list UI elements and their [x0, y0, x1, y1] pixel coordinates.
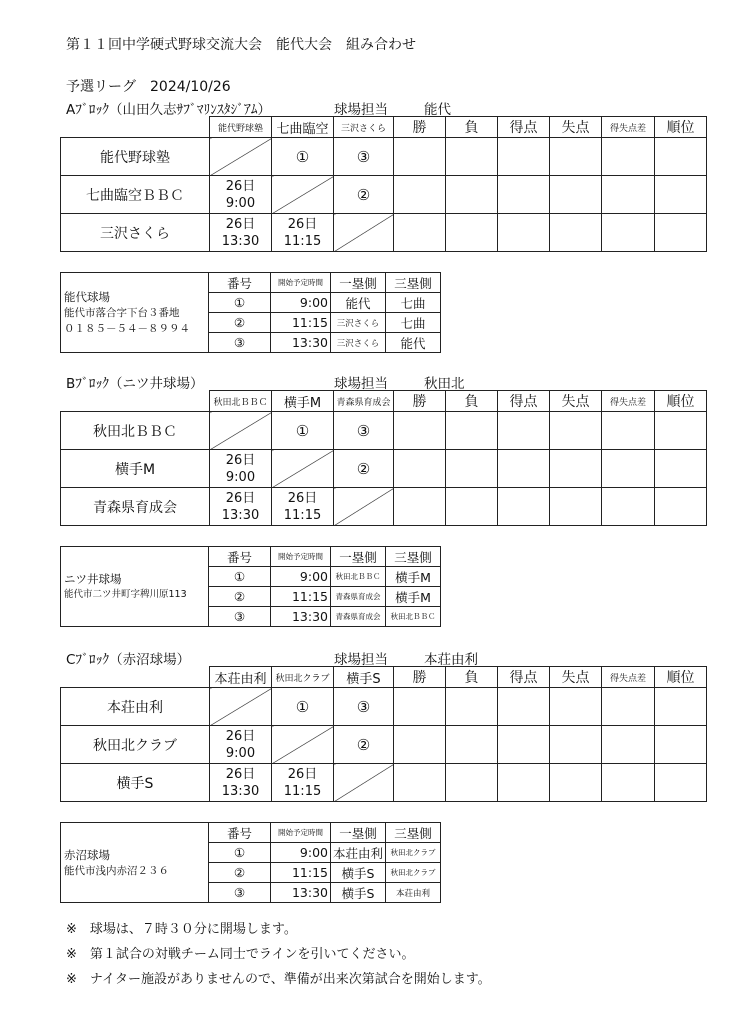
- first-base-team: 本荘由利: [331, 843, 386, 863]
- match-cell: ②: [334, 450, 394, 488]
- row-team: 秋田北クラブ: [61, 726, 210, 764]
- match-cell: [210, 450, 272, 488]
- col-team: 三沢さくら: [334, 117, 394, 138]
- game-time: 11:15: [271, 863, 331, 883]
- third-base-team: 横手M: [386, 567, 441, 587]
- result-cell: [655, 138, 707, 176]
- result-cell: [498, 138, 550, 176]
- match-cell: ①: [272, 412, 334, 450]
- col-team: 本荘由利: [210, 667, 272, 688]
- row-team: 秋田北ＢＢＣ: [61, 412, 210, 450]
- third-base-team: 秋田北クラブ: [386, 843, 441, 863]
- match-cell: [210, 214, 272, 252]
- result-cell: [498, 764, 550, 802]
- sched-header-first-base: 一塁側: [331, 547, 386, 567]
- first-base-team: 横手S: [331, 883, 386, 903]
- result-cell: [394, 138, 446, 176]
- result-cell: [394, 412, 446, 450]
- venue-address: 能代市落合字下台３番地: [64, 306, 180, 319]
- result-cell: [446, 726, 498, 764]
- match-datetime: 26日 11:15: [283, 216, 322, 249]
- match-datetime: 26日 9:00: [225, 178, 256, 211]
- first-base-team: 青森県育成会: [331, 587, 386, 607]
- result-cell: [446, 138, 498, 176]
- result-cell: [655, 764, 707, 802]
- header-run-diff: 得失点差: [602, 117, 655, 138]
- col-team: 能代野球塾: [210, 117, 272, 138]
- row-team: 横手S: [61, 764, 210, 802]
- third-base-team: 七曲: [386, 293, 441, 313]
- result-cell: [498, 688, 550, 726]
- header-wins: 勝: [394, 117, 446, 138]
- result-cell: [394, 176, 446, 214]
- result-cell: [446, 176, 498, 214]
- row-team: 青森県育成会: [61, 488, 210, 526]
- diagonal-cell: [272, 176, 334, 214]
- result-cell: [602, 488, 655, 526]
- result-cell: [550, 688, 602, 726]
- result-cell: [394, 726, 446, 764]
- block-a-league-table: [60, 116, 707, 252]
- game-time: 13:30: [271, 607, 331, 627]
- block-a-schedule-table: [60, 272, 441, 353]
- match-cell: [210, 726, 272, 764]
- result-cell: [550, 450, 602, 488]
- diagonal-cell: [272, 726, 334, 764]
- result-cell: [655, 214, 707, 252]
- match-cell: [210, 176, 272, 214]
- game-number: ①: [209, 567, 271, 587]
- first-base-team: 能代: [331, 293, 386, 313]
- result-cell: [498, 176, 550, 214]
- match-datetime: 26日 11:15: [283, 766, 322, 799]
- result-cell: [550, 138, 602, 176]
- header-rank: 順位: [655, 391, 707, 412]
- sched-header-time: 開始予定時間: [271, 547, 331, 567]
- venue-info: [61, 273, 209, 353]
- result-cell: [446, 764, 498, 802]
- result-cell: [550, 176, 602, 214]
- result-cell: [446, 688, 498, 726]
- header-rank: 順位: [655, 117, 707, 138]
- block-b-schedule-table: [60, 546, 441, 627]
- result-cell: [498, 726, 550, 764]
- note-line: ※ 球場は、７時３０分に開場します。: [66, 922, 297, 937]
- result-cell: [602, 450, 655, 488]
- col-team: 七曲臨空: [272, 117, 334, 138]
- result-cell: [550, 488, 602, 526]
- sched-header-third-base: 三塁側: [386, 547, 441, 567]
- venue-name: ニツ井球場: [64, 571, 122, 586]
- col-team: 横手M: [272, 391, 334, 412]
- game-number: ③: [209, 333, 271, 353]
- game-time: 13:30: [271, 883, 331, 903]
- result-cell: [602, 688, 655, 726]
- header-runs-allowed: 失点: [550, 391, 602, 412]
- block-a-venue-team: 能代: [424, 102, 451, 118]
- match-cell: [272, 488, 334, 526]
- match-cell: ②: [334, 726, 394, 764]
- document-title: 第１１回中学硬式野球交流大会 能代大会 組み合わせ: [66, 37, 416, 53]
- diagonal-cell: [210, 412, 272, 450]
- diagonal-cell: [334, 488, 394, 526]
- diagonal-cell: [272, 450, 334, 488]
- header-runs-scored: 得点: [498, 391, 550, 412]
- venue-info: [61, 547, 209, 627]
- result-cell: [498, 214, 550, 252]
- sched-header-third-base: 三塁側: [386, 823, 441, 843]
- block-b-league-table: [60, 390, 707, 526]
- result-cell: [394, 764, 446, 802]
- result-cell: [550, 726, 602, 764]
- match-cell: ①: [272, 688, 334, 726]
- block-b-label: Bﾌﾞﾛｯｸ（ニツ井球場）: [66, 376, 204, 392]
- match-cell: ①: [272, 138, 334, 176]
- col-team: 横手S: [334, 667, 394, 688]
- result-cell: [446, 450, 498, 488]
- sched-header-first-base: 一塁側: [331, 273, 386, 293]
- game-number: ③: [209, 883, 271, 903]
- game-time: 9:00: [271, 843, 331, 863]
- result-cell: [655, 726, 707, 764]
- sched-header-third-base: 三塁側: [386, 273, 441, 293]
- block-c-league-table: [60, 666, 707, 802]
- result-cell: [394, 488, 446, 526]
- header-losses: 負: [446, 667, 498, 688]
- game-number: ②: [209, 587, 271, 607]
- game-number: ①: [209, 843, 271, 863]
- header-losses: 負: [446, 117, 498, 138]
- first-base-team: 秋田北ＢＢＣ: [331, 567, 386, 587]
- result-cell: [446, 412, 498, 450]
- header-losses: 負: [446, 391, 498, 412]
- result-cell: [602, 764, 655, 802]
- result-cell: [498, 450, 550, 488]
- corner-cell: [61, 117, 210, 138]
- game-number: ③: [209, 607, 271, 627]
- header-run-diff: 得失点差: [602, 667, 655, 688]
- corner-cell: [61, 391, 210, 412]
- match-cell: ②: [334, 176, 394, 214]
- sched-header-first-base: 一塁側: [331, 823, 386, 843]
- sched-header-no: 番号: [209, 547, 271, 567]
- block-c-label: Cﾌﾞﾛｯｸ（赤沼球場）: [66, 652, 191, 668]
- block-b-venue-team: 秋田北: [424, 376, 465, 392]
- result-cell: [655, 412, 707, 450]
- diagonal-cell: [210, 688, 272, 726]
- header-runs-allowed: 失点: [550, 667, 602, 688]
- diagonal-cell: [334, 764, 394, 802]
- game-time: 11:15: [271, 313, 331, 333]
- match-datetime: 26日 11:15: [283, 490, 322, 523]
- block-c-schedule-table: [60, 822, 441, 903]
- result-cell: [498, 488, 550, 526]
- header-run-diff: 得失点差: [602, 391, 655, 412]
- result-cell: [655, 176, 707, 214]
- game-number: ①: [209, 293, 271, 313]
- result-cell: [602, 726, 655, 764]
- result-cell: [655, 450, 707, 488]
- sched-header-time: 開始予定時間: [271, 273, 331, 293]
- match-datetime: 26日 9:00: [225, 728, 256, 761]
- venue-info: [61, 823, 209, 903]
- row-team: 三沢さくら: [61, 214, 210, 252]
- venue-address: 能代市浅内赤沼２３６: [64, 864, 169, 877]
- result-cell: [602, 176, 655, 214]
- result-cell: [498, 412, 550, 450]
- venue-name: 能代球場: [64, 289, 110, 304]
- third-base-team: 横手M: [386, 587, 441, 607]
- match-cell: ③: [334, 688, 394, 726]
- game-time: 11:15: [271, 587, 331, 607]
- header-wins: 勝: [394, 667, 446, 688]
- result-cell: [655, 688, 707, 726]
- diagonal-cell: [210, 138, 272, 176]
- match-cell: [272, 214, 334, 252]
- match-datetime: 26日 13:30: [221, 766, 260, 799]
- block-a-venue-label: 球場担当: [334, 102, 388, 118]
- result-cell: [446, 214, 498, 252]
- first-base-team: 三沢さくら: [331, 333, 386, 353]
- col-team: 秋田北クラブ: [272, 667, 334, 688]
- result-cell: [602, 412, 655, 450]
- note-line: ※ ナイター施設がありませんので、準備が出来次第試合を開始します。: [66, 972, 491, 987]
- row-team: 七曲臨空ＢＢＣ: [61, 176, 210, 214]
- venue-phone: ０１８５－５４－８９９４: [64, 322, 190, 335]
- game-time: 9:00: [271, 567, 331, 587]
- league-subtitle: 予選リーグ 2024/10/26: [66, 79, 231, 95]
- result-cell: [394, 688, 446, 726]
- block-c-venue-label: 球場担当: [334, 652, 388, 668]
- venue-address: 能代市二ツ井町字稗川原113: [64, 588, 187, 600]
- third-base-team: 本荘由利: [386, 883, 441, 903]
- result-cell: [446, 488, 498, 526]
- note-line: ※ 第１試合の対戦チーム同士でラインを引いてください。: [66, 947, 415, 962]
- game-time: 9:00: [271, 293, 331, 313]
- col-team: 秋田北ＢＢＣ: [210, 391, 272, 412]
- header-runs-scored: 得点: [498, 667, 550, 688]
- match-datetime: 26日 13:30: [221, 216, 260, 249]
- result-cell: [550, 412, 602, 450]
- first-base-team: 横手S: [331, 863, 386, 883]
- header-runs-allowed: 失点: [550, 117, 602, 138]
- match-cell: [272, 764, 334, 802]
- result-cell: [655, 488, 707, 526]
- result-cell: [602, 214, 655, 252]
- result-cell: [550, 214, 602, 252]
- block-c-venue-team: 本荘由利: [424, 652, 478, 668]
- match-datetime: 26日 9:00: [225, 452, 256, 485]
- row-team: 能代野球塾: [61, 138, 210, 176]
- venue-name: 赤沼球場: [64, 847, 110, 862]
- header-wins: 勝: [394, 391, 446, 412]
- game-number: ②: [209, 863, 271, 883]
- sched-header-no: 番号: [209, 273, 271, 293]
- game-number: ②: [209, 313, 271, 333]
- third-base-team: 秋田北ＢＢＣ: [386, 607, 441, 627]
- first-base-team: 青森県育成会: [331, 607, 386, 627]
- result-cell: [394, 450, 446, 488]
- third-base-team: 能代: [386, 333, 441, 353]
- match-cell: [210, 764, 272, 802]
- header-runs-scored: 得点: [498, 117, 550, 138]
- first-base-team: 三沢さくら: [331, 313, 386, 333]
- sched-header-time: 開始予定時間: [271, 823, 331, 843]
- match-cell: ③: [334, 138, 394, 176]
- col-team: 青森県育成会: [334, 391, 394, 412]
- sched-header-no: 番号: [209, 823, 271, 843]
- result-cell: [602, 138, 655, 176]
- block-b-venue-label: 球場担当: [334, 376, 388, 392]
- result-cell: [550, 764, 602, 802]
- diagonal-cell: [334, 214, 394, 252]
- match-datetime: 26日 13:30: [221, 490, 260, 523]
- result-cell: [394, 214, 446, 252]
- block-a-label: Aﾌﾞﾛｯｸ（山田久志ｻﾌﾞﾏﾘﾝｽﾀｼﾞｱﾑ）: [66, 102, 271, 118]
- match-cell: ③: [334, 412, 394, 450]
- match-cell: [210, 488, 272, 526]
- third-base-team: 七曲: [386, 313, 441, 333]
- row-team: 横手M: [61, 450, 210, 488]
- row-team: 本荘由利: [61, 688, 210, 726]
- corner-cell: [61, 667, 210, 688]
- third-base-team: 秋田北クラブ: [386, 863, 441, 883]
- header-rank: 順位: [655, 667, 707, 688]
- game-time: 13:30: [271, 333, 331, 353]
